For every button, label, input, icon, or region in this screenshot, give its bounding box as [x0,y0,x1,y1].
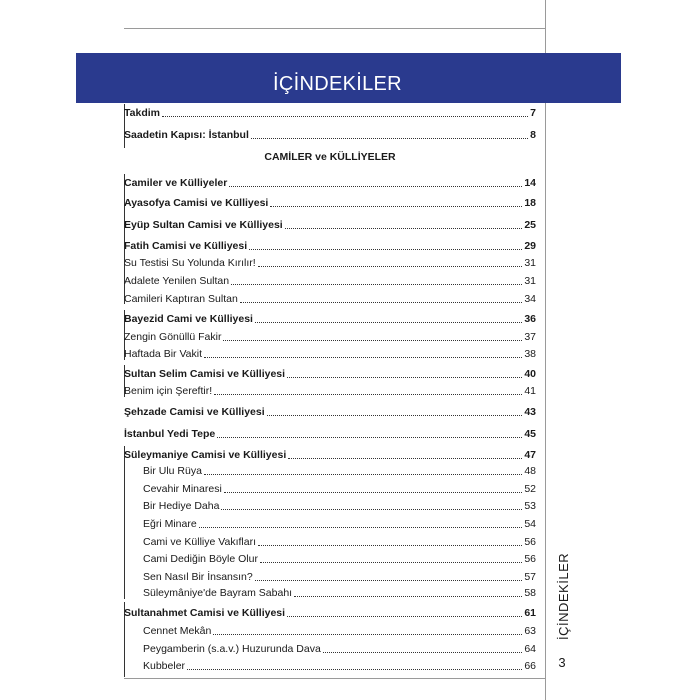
page-margin-rule [545,0,546,700]
dot-leader [267,415,523,416]
dot-leader [258,266,523,267]
toc-entry-label: Sultanahmet Camisi ve Külliyesi [124,607,286,619]
toc-entry-sehzade[interactable] [124,403,536,419]
toc-entry-bir-hediye-daha[interactable] [143,497,536,513]
toc-entry-label: Cevahir Minaresi [143,483,222,495]
dot-leader [204,357,522,358]
toc-entry-label: Eyüp Sultan Camisi ve Külliyesi [124,219,283,231]
dot-leader [213,634,522,635]
dot-leader [285,228,523,229]
toc-entry-label: Sen Nasıl Bir İnsansın? [143,571,253,583]
toc-entry-label: Zengin Gönüllü Fakir [124,331,222,343]
toc-entry-haftada-bir-vakit[interactable] [124,345,536,361]
toc-entry-cami-dedigin[interactable] [143,550,536,566]
toc-entry-page: 54 [524,518,536,530]
toc-entry-benim-icin-sereftir[interactable] [124,382,536,398]
dot-leader [251,138,528,139]
running-header-label: İÇİNDEKİLER [556,552,571,640]
dot-leader [214,394,522,395]
toc-entry-page: 66 [524,660,536,672]
toc-entry-page: 41 [524,385,536,397]
toc-entry-takdim[interactable] [124,104,536,120]
toc-entry-saadetin-kapisi[interactable] [124,126,536,142]
toc-entry-page: 56 [524,536,536,548]
toc-entry-label: Cami ve Külliye Vakıfları [143,536,257,548]
toc-entry-page: 48 [524,465,536,477]
toc-entry-page: 37 [524,331,536,343]
toc-entry-page: 31 [524,257,536,269]
toc-entry-page: 63 [524,625,536,637]
toc-entry-page: 14 [524,177,536,189]
dot-leader [258,545,522,546]
toc-entry-label: Camiler ve Külliyeler [124,177,228,189]
toc-entry-label: Ayasofya Camisi ve Külliyesi [124,197,269,209]
dot-leader [294,596,522,597]
toc-entry-page: 18 [524,197,536,209]
toc-entry-cennet-mekan[interactable] [143,622,536,638]
toc-entry-label: Su Testisi Su Yolunda Kırılır! [124,257,256,269]
toc-entry-page: 64 [524,643,536,655]
toc-entry-page: 43 [524,406,536,418]
toc-entry-adalete-yenilen[interactable] [124,272,536,288]
toc-entry-label: Bir Ulu Rüya [143,465,202,477]
toc-entry-label: Eğri Minare [143,518,197,530]
toc-entry-page: 8 [530,129,536,141]
toc-entry-label: Süleymaniye Camisi ve Külliyesi [124,449,287,461]
toc-entry-label: Peygamberin (s.a.v.) Huzurunda Dava [143,643,321,655]
toc-entry-bayram-sabahi[interactable] [143,584,536,600]
dot-leader [255,322,522,323]
toc-entry-zengin-gonullu[interactable] [124,328,536,344]
dot-leader [287,616,522,617]
toc-entry-sen-nasil[interactable] [143,568,536,584]
dot-leader [287,377,522,378]
dot-leader [323,652,523,653]
toc-entry-page: 53 [524,500,536,512]
toc-entry-label: Şehzade Camisi ve Külliyesi [124,406,265,418]
dot-leader [224,492,523,493]
toc-entry-sultan-selim[interactable] [124,365,536,381]
toc-entry-sultanahmet[interactable] [124,604,536,620]
toc-entry-page: 25 [524,219,536,231]
toc-entry-page: 38 [524,348,536,360]
toc-entry-page: 31 [524,275,536,287]
page-title: İÇİNDEKİLER [273,73,402,95]
toc-entry-label: Haftada Bir Vakit [124,348,203,360]
dot-leader [204,474,522,475]
page-number: 3 [558,655,566,670]
toc-entry-label: Fatih Camisi ve Külliyesi [124,240,248,252]
toc-entry-label: Cennet Mekân [143,625,212,637]
toc-entry-label: Bayezid Cami ve Külliyesi [124,313,253,325]
dot-leader [270,206,522,207]
toc-entry-camileri-kaptiran[interactable] [124,290,536,306]
toc-entry-page: 29 [524,240,536,252]
toc-entry-suleymaniye[interactable] [124,446,536,462]
toc-entry-label: Sultan Selim Camisi ve Külliyesi [124,368,286,380]
toc-entry-label: Takdim [124,107,160,119]
dot-leader [260,562,522,563]
toc-entry-label: Adalete Yenilen Sultan [124,275,230,287]
toc-entry-bayezid[interactable] [124,310,536,326]
toc-entry-label: Süleymâniye'de Bayram Sabahı [143,587,293,599]
toc-entry-page: 57 [524,571,536,583]
dot-leader [288,458,522,459]
dot-leader [249,249,522,250]
toc-entry-cami-ve-kulliye-vakiflari[interactable] [143,533,536,549]
toc-entry-page: 40 [524,368,536,380]
dot-leader [217,437,522,438]
bottom-rule [124,678,545,679]
toc-entry-label: Saadetin Kapısı: İstanbul [124,129,249,141]
toc-entry-su-testisi[interactable] [124,254,536,270]
toc-entry-label: Benim için Şereftir! [124,385,213,397]
dot-leader [240,302,523,303]
toc-entry-bir-ulu-ruya[interactable] [143,462,536,478]
dot-leader [187,669,522,670]
toc-entry-egri-minare[interactable] [143,515,536,531]
dot-leader [231,284,522,285]
toc-entry-page: 61 [524,607,536,619]
toc-entry-ayasofya[interactable] [124,194,536,210]
dot-leader [229,186,522,187]
dot-leader [221,509,522,510]
toc-entry-camiler-ve-kulliyeler[interactable] [124,174,536,190]
dot-leader [162,116,528,117]
toc-entry-eyup-sultan[interactable] [124,216,536,232]
dot-leader [255,580,523,581]
toc-entry-fatih[interactable] [124,237,536,253]
toc-entry-page: 7 [530,107,536,119]
toc-entry-peygamberin-huzurunda[interactable] [143,640,536,656]
toc-entry-page: 45 [524,428,536,440]
dot-leader [199,527,523,528]
toc-entry-page: 36 [524,313,536,325]
toc-entry-page: 47 [524,449,536,461]
toc-entry-kubbeler[interactable] [143,657,536,673]
top-rule [124,28,545,29]
toc-entry-label: Cami Dediğin Böyle Olur [143,553,258,565]
toc-entry-label: İstanbul Yedi Tepe [124,428,216,440]
toc-entry-cevahir-minaresi[interactable] [143,480,536,496]
toc-entry-label: Camileri Kaptıran Sultan [124,293,238,305]
toc-entry-page: 52 [524,483,536,495]
toc-entry-istanbul-yedi-tepe[interactable] [124,425,536,441]
section-heading: CAMİLER ve KÜLLİYELER [264,151,396,163]
toc-entry-page: 34 [524,293,536,305]
toc-entry-label: Bir Hediye Daha [143,500,220,512]
toc-entry-label: Kubbeler [143,660,186,672]
toc-entry-page: 56 [524,553,536,565]
dot-leader [223,340,522,341]
group-bar [124,446,125,599]
toc-entry-page: 58 [524,587,536,599]
